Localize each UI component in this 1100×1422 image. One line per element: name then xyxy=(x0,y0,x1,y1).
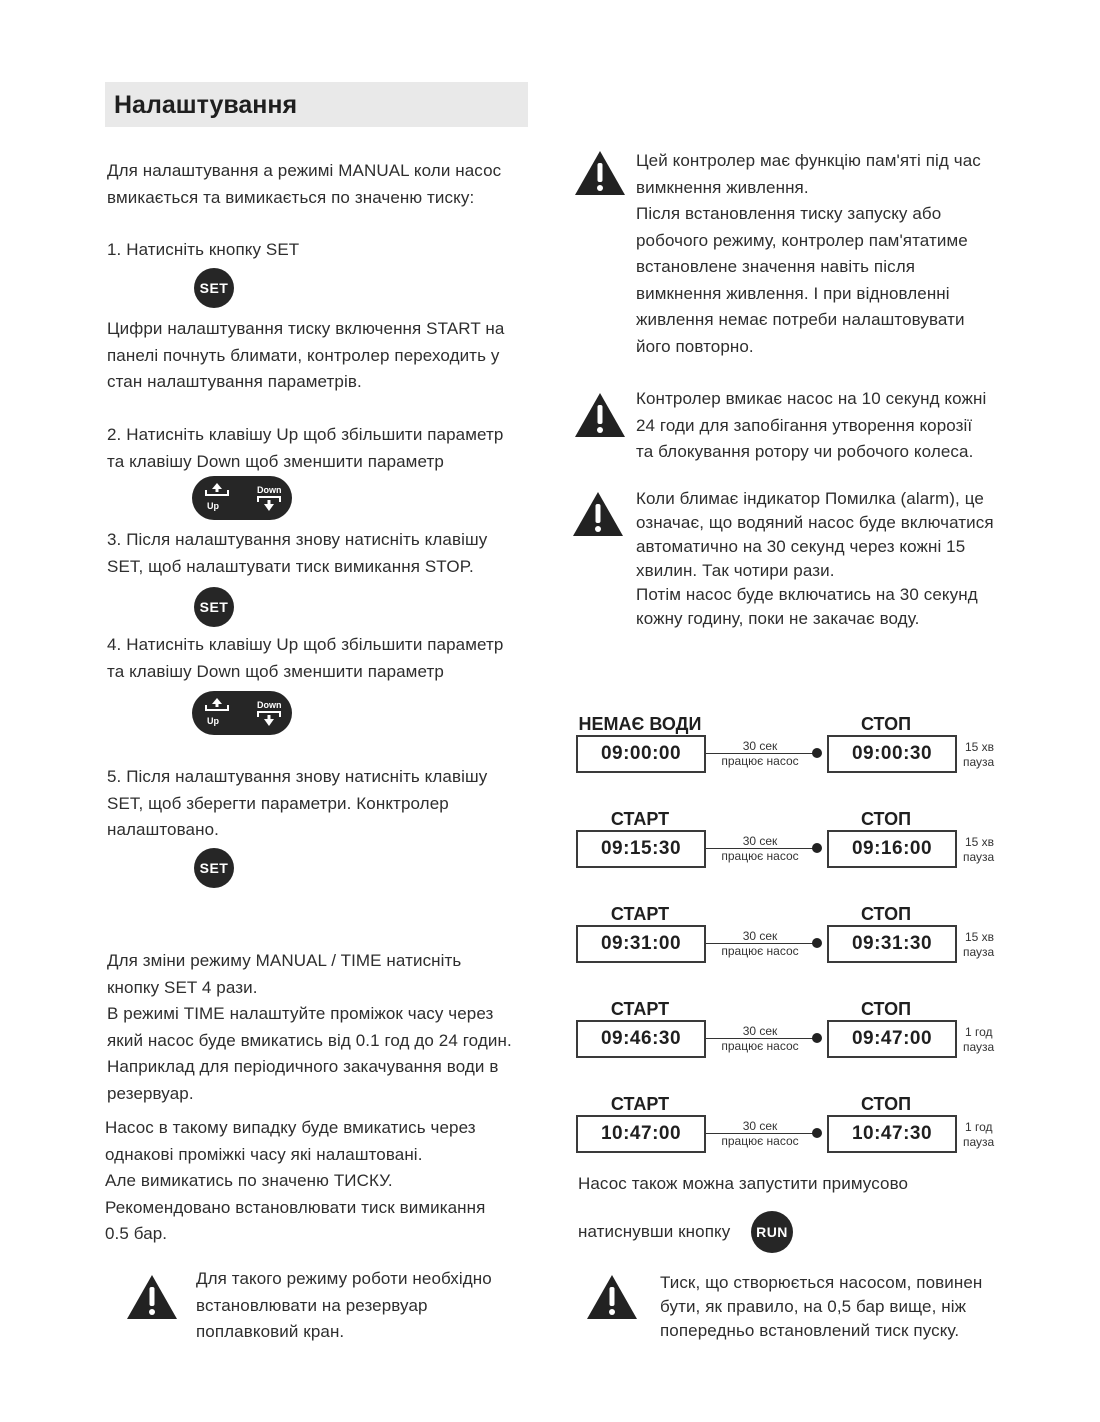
start-label: СТАРТ xyxy=(610,904,670,924)
start-time-box: 10:47:00 xyxy=(576,1115,706,1153)
down-label: Down xyxy=(257,485,282,495)
stop-label: СТОП xyxy=(860,1094,912,1114)
run-button xyxy=(751,1211,793,1253)
run-status: працює насос xyxy=(721,754,799,768)
anticorrosion-warning: Контролер вмикає насос на 10 секунд кожні 24 годи для запобігання утворення корозії та блокування ротору чи робочого колеса. xyxy=(636,389,987,461)
stop-label: СТОП xyxy=(860,999,912,1019)
run-status: працює насос xyxy=(721,849,799,863)
start-label: НЕМАЄ ВОДИ xyxy=(578,714,702,734)
warning-icon xyxy=(574,392,626,438)
intro-text: Для налаштування а режимі MANUAL коли насос вмикається та вимикається по значеню тиску: xyxy=(107,161,502,207)
pause-duration: 1 год xyxy=(965,1120,993,1134)
pause-duration: 15 хв xyxy=(965,740,995,754)
pause-label: пауза xyxy=(963,1135,995,1149)
pump-text: Насос в такому випадку буде вмикатись через однакові проміжкі часу які налаштовані. Але вимикатись по значеню ТИСКУ. Рекомендовано встановлювати тиск вимикання 0.5 бар. xyxy=(105,1118,486,1243)
set-button-label: SET xyxy=(199,860,229,876)
run-duration: 30 сек xyxy=(742,834,778,848)
warning-icon xyxy=(126,1274,178,1320)
run-text-2: натиснувши кнопку xyxy=(578,1222,731,1241)
pressure-warning: Тиск, що створюється насосом, повинен бути, як правило, на 0,5 бар вище, ніж попередньо встановлений тиск пуску. xyxy=(660,1273,983,1340)
page-title: Налаштування xyxy=(114,91,298,119)
up-arrow-icon xyxy=(205,483,229,497)
pause-label: пауза xyxy=(963,1040,995,1054)
link-dot xyxy=(812,938,822,948)
stop-time-box: 09:00:30 xyxy=(827,735,957,773)
up-down-buttons xyxy=(192,476,292,520)
run-duration: 30 сек xyxy=(742,739,778,753)
step-4-text: 4. Натисніть клавішу Up щоб збільшити параметр та клавішу Down щоб зменшити параметр xyxy=(107,635,504,681)
stop-label: СТОП xyxy=(860,714,912,734)
up-label: Up xyxy=(207,716,219,726)
down-arrow-icon xyxy=(257,711,281,727)
up-arrow-icon xyxy=(205,698,229,712)
link-dot xyxy=(812,843,822,853)
pause-duration: 15 хв xyxy=(965,835,995,849)
set-button xyxy=(194,268,234,308)
start-time-box: 09:00:00 xyxy=(576,735,706,773)
start-label: СТАРТ xyxy=(610,809,670,829)
run-status: працює насос xyxy=(721,944,799,958)
float-valve-warning: Для такого режиму роботи необхідно встановлювати на резервуар поплавковий кран. xyxy=(196,1269,492,1341)
run-button-label: RUN xyxy=(756,1224,788,1240)
up-label: Up xyxy=(207,501,219,511)
warning-icon xyxy=(574,150,626,196)
pause-label: пауза xyxy=(963,850,995,864)
step-5-text: 5. Після налаштування знову натисніть клавішу SET, щоб зберегти параметри. Конктролер налаштовано. xyxy=(107,767,488,839)
set-button xyxy=(194,848,234,888)
warning-icon xyxy=(572,491,624,537)
step-1-text: 1. Натисніть кнопку SET xyxy=(107,240,300,259)
start-label: СТАРТ xyxy=(610,999,670,1019)
run-text-1: Насос також можна запустити примусово xyxy=(578,1174,909,1193)
set-button-label: SET xyxy=(199,599,229,615)
pause-duration: 15 хв xyxy=(965,930,995,944)
up-down-buttons xyxy=(192,691,292,735)
down-arrow-icon xyxy=(257,496,281,512)
stop-time-box: 10:47:30 xyxy=(827,1115,957,1153)
start-time-box: 09:31:00 xyxy=(576,925,706,963)
set-button xyxy=(194,587,234,627)
start-time-box: 09:15:30 xyxy=(576,830,706,868)
start-time-box: 09:46:30 xyxy=(576,1020,706,1058)
memory-warning: Цей контролер має функцію пам'яті під час вимкнення живлення. Після встановлення тиску запуску або робочого режиму, контролер пам'ятатиме встановлене значення навіть після вимкнення живлення. І при відновленні живлення немає потреби налаштовувати його повторно. xyxy=(636,151,981,356)
warning-icon xyxy=(586,1274,638,1320)
link-dot xyxy=(812,748,822,758)
set-button-label: SET xyxy=(199,280,229,296)
stop-label: СТОП xyxy=(860,904,912,924)
start-label: СТАРТ xyxy=(610,1094,670,1114)
stop-time-box: 09:16:00 xyxy=(827,830,957,868)
pause-duration: 1 год xyxy=(965,1025,993,1039)
run-duration: 30 сек xyxy=(742,1119,778,1133)
stop-time-box: 09:47:00 xyxy=(827,1020,957,1058)
link-dot xyxy=(812,1128,822,1138)
run-status: працює насос xyxy=(721,1134,799,1148)
run-duration: 30 сек xyxy=(742,1024,778,1038)
stop-time-box: 09:31:30 xyxy=(827,925,957,963)
pause-label: пауза xyxy=(963,945,995,959)
step-1-description: Цифри налаштування тиску включення START на панелі почнуть блимати, контролер переходить у стан налаштування параметрів. xyxy=(107,319,505,391)
stop-label: СТОП xyxy=(860,809,912,829)
alarm-warning: Коли блимає індикатор Помилка (alarm), це означає, що водяний насос буде включатися автоматично на 30 секунд через кожні 15 хвилин. Так чотири рази. Потім насос буде включатись на 30 секунд кожну годину, поки не закачає воду. xyxy=(636,489,994,628)
step-3-text: 3. Після налаштування знову натисніть клавішу SET, щоб налаштувати тиск вимикання STOP. xyxy=(107,530,488,576)
down-label: Down xyxy=(257,700,282,710)
run-duration: 30 сек xyxy=(742,929,778,943)
link-dot xyxy=(812,1033,822,1043)
step-2-text: 2. Натисніть клавішу Up щоб збільшити параметр та клавішу Down щоб зменшити параметр xyxy=(107,425,504,471)
mode-text: Для зміни режиму MANUAL / TIME натисніть кнопку SET 4 рази. В режимі TIME налаштуйте проміжок часу через який насос буде вмикатись від 0.1 год до 24 годин. Наприклад для періодичного закачування води в резервуар. xyxy=(107,951,512,1103)
run-status: працює насос xyxy=(721,1039,799,1053)
pause-label: пауза xyxy=(963,755,995,769)
